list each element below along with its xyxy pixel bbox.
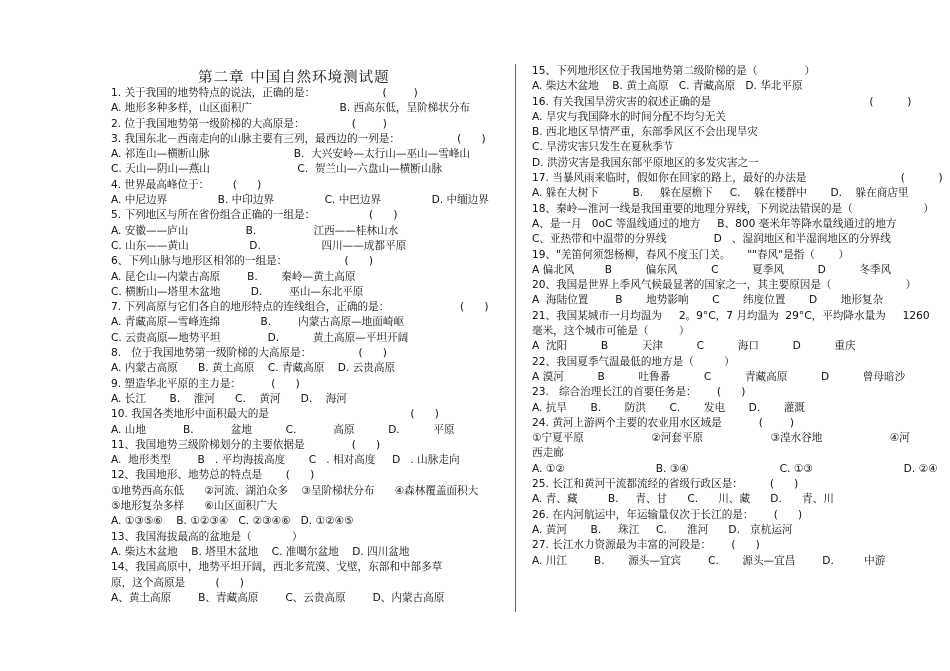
left-question-line: A. ①③⑤⑥ B. ①②③④ C. ②③④⑥ D. ①②④⑤ (111, 515, 354, 528)
left-question-line: A. 中尼边界 B. 中印边界 C. 中巴边界 D. 中缅边界 (111, 194, 489, 207)
right-question-line: A. 青、藏 B. 青、甘 C. 川、藏 D. 青、川 (532, 493, 834, 506)
right-question-line: 17. 当暴风雨来临时，假如你在回家的路上，最好的办法是 ( ) (532, 172, 943, 185)
right-question-line: 19、"羌笛何须怨杨柳，春风不度玉门关。 ""春风"是指（ ） (532, 248, 850, 261)
left-question-list (111, 86, 506, 606)
right-column (532, 64, 943, 569)
right-question-line: A. 黄河 B. 珠江 C. 淮河 D. 京杭运河 (532, 523, 793, 536)
left-question-line: ①地势西高东低 ②河流、湖泊众多 ③呈阶梯状分布 ④森林覆盖面积大 (111, 484, 479, 497)
column-divider (515, 64, 516, 612)
right-question-line: A 沈阳 B 天津 C 海口 D 重庆 (532, 340, 856, 353)
right-question-line: 23. 综合治理长江的首要任务是： ( ) (532, 386, 746, 399)
left-question-line: A. 地形多种多样，山区面积广 B. 西高东低，呈阶梯状分布 (111, 102, 471, 115)
right-question-line: A. ①② B. ③④ C. ①③ D. ②④ (532, 462, 938, 475)
right-question-line: 16. 有关我国旱涝灾害的叙述正确的是 ( ) (532, 95, 912, 108)
left-question-line: 14、我国高原中，地势平坦开阔，西北多荒漠、戈壁，东部和中部多草 (111, 561, 443, 574)
left-question-line: 1. 关于我国的地势特点的说法，正确的是： ( ) (111, 87, 418, 99)
left-question-line: 8. 位于我国地势第一级阶梯的大高原是： ( ) (111, 347, 387, 360)
left-question-line: A. 祁连山—横断山脉 B. 大兴安岭—太行山—巫山—雪峰山 (111, 148, 471, 161)
right-question-line: A. 抗旱 B. 防洪 C. 发电 D. 灌溉 (532, 401, 805, 414)
left-question-line: A. 长江 B. 淮河 C. 黄河 D. 海河 (111, 392, 347, 405)
right-question-line: 22、我国夏季气温最低的地方是（ ） (532, 355, 735, 368)
right-question-line: A、是一月 0oC 等温线通过的地方 B、800 毫米年等降水量线通过的地方 (532, 217, 897, 230)
left-question-line: ⑤地形复杂多样 ⑥山区面积广大 (111, 500, 278, 513)
right-question-line: D. 洪涝灾害是我国东部平原地区的多发灾害之一 (532, 156, 759, 169)
right-question-line: 毫米，这个城市可能是（ ） (532, 325, 690, 338)
left-question-line: A. 山地 B. 盆地 C. 高原 D. 平原 (111, 423, 455, 436)
left-question-line: 10. 我国各类地形中面积最大的是 ( ) (111, 408, 439, 421)
right-question-line: A. 柴达木盆地 B. 黄土高原 C. 青藏高原 D. 华北平原 (532, 80, 803, 93)
right-question-line: 26. 在内河航运中，年运输量仅次于长江的是： ( ) (532, 508, 803, 521)
right-question-line: A. 旱灾与我国降水的时间分配不均匀无关 (532, 110, 726, 123)
left-question-line: 9. 塑造华北平原的主力是： ( ) (111, 377, 300, 390)
right-question-line: C. 旱涝灾害只发生在夏秋季节 (532, 141, 674, 154)
left-question-line: A. 安徽——庐山 B. 江西——桂林山水 (111, 224, 399, 237)
left-question-line: 12、我国地形、地势总的特点是 ( ) (111, 469, 315, 482)
left-question-line: 11、我国地势三级阶梯划分的主要依据是 ( ) (111, 438, 381, 451)
left-question-line: C. 横断山—塔里木盆地 D. 巫山—东北平原 (111, 285, 364, 298)
left-question-line: 6、下列山脉与地形区相邻的一组是： ( ) (111, 255, 373, 268)
left-question-line: A. 柴达木盆地 B. 塔里木盆地 C. 准噶尔盆地 D. 四川盆地 (111, 545, 410, 558)
left-question-line: 2. 位于我国地势第一级阶梯的大高原是： ( ) (111, 117, 387, 130)
right-question-line: A 偏北风 B 偏东风 C 夏季风 D 冬季风 (532, 263, 892, 276)
right-question-line: 21、我国某城市一月均温为 2。9°C，7 月均温为 29°C，平均降水量为 1260 (532, 309, 930, 322)
right-question-line: A 漠河 B 吐鲁番 C 青藏高原 D 曾母暗沙 (532, 370, 906, 383)
left-question-line: A、黄土高原 B、青藏高原 C、云贵高原 D、内蒙古高原 (111, 591, 445, 604)
right-question-line: ①宁夏平原 ②河套平原 ③湟水谷地 ④河 (532, 432, 910, 445)
left-question-line: A. 昆仑山—内蒙古高原 B. 秦岭—黄土高原 (111, 270, 356, 283)
right-question-line: C、亚热带和中温带的分界线 D 、湿润地区和半湿润地区的分界线 (532, 233, 891, 246)
left-question-line: C. 山东——黄山 D. 四川——成都平原 (111, 239, 407, 252)
page-title: 第二章 中国自然环境测试题 (198, 70, 390, 86)
right-question-line: 20、我国是世界上季风气候最显著的国家之一，其主要原因是（ ） (532, 279, 917, 292)
right-question-line: A 海陆位置 B 地势影响 C 纬度位置 D 地形复杂 (532, 294, 884, 307)
right-question-line: 西走廊 (532, 447, 564, 460)
left-question-line: 3. 我国东北－西南走向的山脉主要有三列，最西边的一列是： ( ) (111, 132, 486, 145)
right-question-line: 15、下列地形区位于我国地势第二级阶梯的是（ ） (532, 65, 816, 77)
right-question-line: 25. 长江和黄河干流都流经的省级行政区是： ( ) (532, 478, 799, 491)
left-question-line: A. 内蒙古高原 B. 黄土高原 C. 青藏高原 D. 云贵高原 (111, 362, 396, 375)
left-question-line: 7. 下列高原与它们各自的地形特点的连线组合，正确的是： ( ) (111, 301, 489, 314)
right-question-line: 27. 长江水力资源最为丰富的河段是： ( ) (532, 539, 760, 552)
left-column (111, 64, 506, 606)
right-question-line: A. 躲在大树下 B. 躲在屋檐下 C. 躲在楼群中 D. 躲在商店里 (532, 187, 909, 200)
right-question-list (532, 64, 943, 569)
right-question-line: B. 西北地区旱情严重，东部季风区不会出现旱灾 (532, 126, 758, 139)
right-question-line: A. 川江 B. 源头—宜宾 C. 源头—宜昌 D. 中游 (532, 554, 886, 567)
left-question-line: C. 云贵高原—地势平坦 D. 黄土高原—平坦开阔 (111, 331, 409, 344)
left-question-line: 原，这个高原是 ( ) (111, 576, 244, 589)
right-question-line: 18、秦岭—淮河一线是我国重要的地理分界线，下列说法错误的是（ ） (532, 202, 935, 215)
left-question-line: A. 地形类型 B . 平均海拔高度 C . 相对高度 D . 山脉走向 (111, 454, 460, 467)
left-question-line: 5. 下列地区与所在省份组合正确的一组是： ( ) (111, 209, 398, 222)
left-question-line: C. 天山—阴山—燕山 C. 贺兰山—六盘山—横断山脉 (111, 163, 443, 176)
left-question-line: A. 青藏高原—雪峰连绵 B. 内蒙古高原—地面崎岖 (111, 316, 405, 329)
right-question-line: 24. 黄河上游两个主要的农业用水区域是 ( ) (532, 416, 794, 429)
left-question-line: 4. 世界最高峰位于： ( ) (111, 178, 262, 191)
left-question-line: 13、我国海拔最高的盆地是（ ） (111, 530, 303, 543)
